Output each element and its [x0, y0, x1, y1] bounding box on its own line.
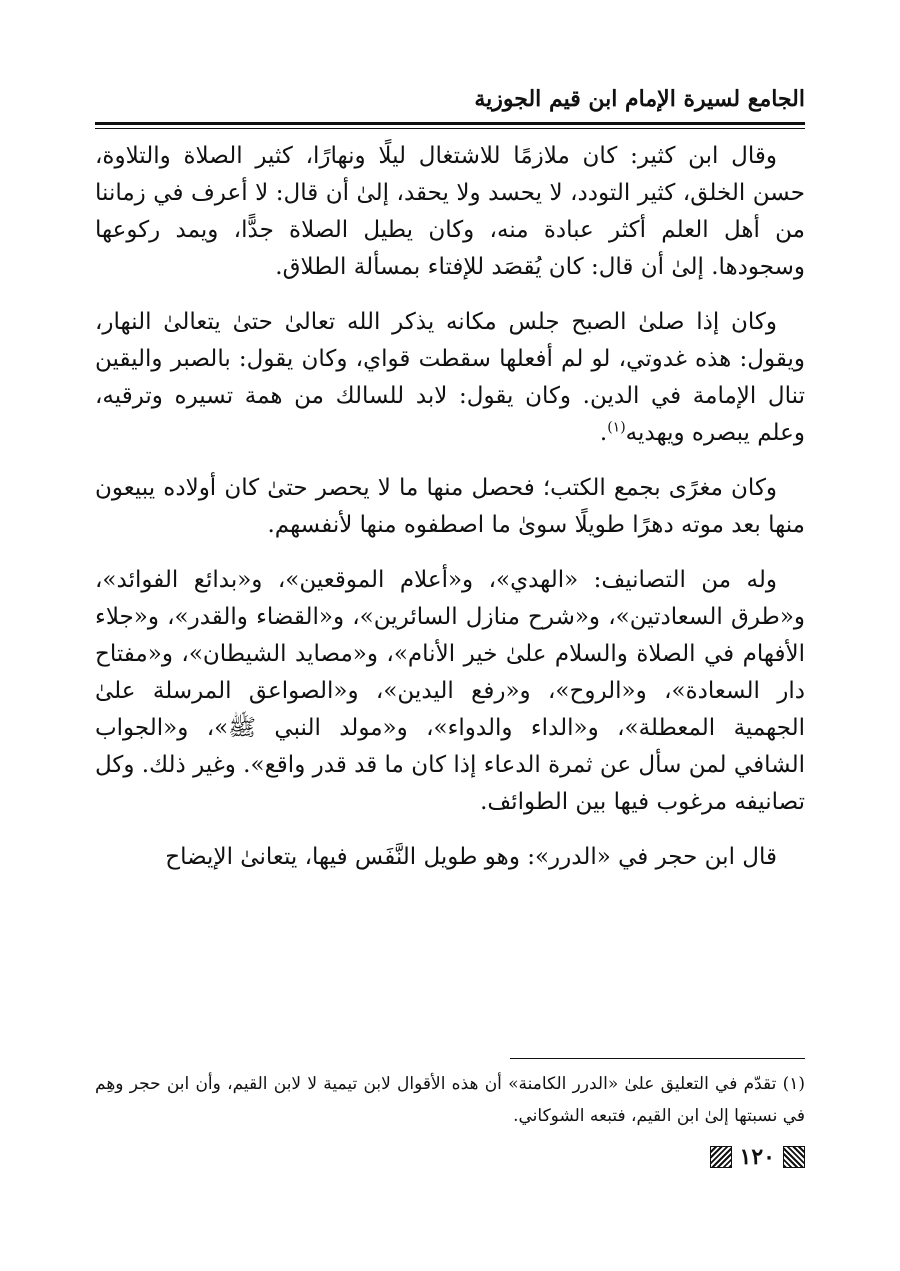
footnote-text: (١) تقدّم في التعليق علىٰ «الدرر الكامنة» أن هذه الأقوال لابن تيمية لا لابن القيم، وأن ابن حجر وهِم في نسبتها إلىٰ ابن القيم، فتبعه الشوكاني.	[95, 1074, 805, 1126]
page-number: ١٢٠	[739, 1144, 775, 1170]
paragraph-ibn-hajar: قال ابن حجر في «الدرر»: وهو طويل النَّفَس فيها، يتعانىٰ الإيضاح	[165, 844, 777, 870]
paragraph-end-dot: .	[599, 420, 608, 446]
header-rule-thick	[95, 122, 805, 125]
paragraph-ibn-kathir: وقال ابن كثير: كان ملازمًا للاشتغال ليلًا ونهارًا، كثير الصلاة والتلاوة، حسن الخلق، كثير التودد، لا يحسد ولا يحقد، إلىٰ أن قال: لا أعرف في زماننا من أهل العلم أكثر عبادة منه، وكان يطيل الصلاة جدًّا، ويمد ركوعها وسجودها. إلىٰ أن قال: كان يُقصَد للإفتاء بمسألة الطلاق.	[95, 143, 805, 280]
ornament-icon	[710, 1146, 732, 1168]
page-number-block	[710, 1144, 805, 1170]
main-text	[95, 138, 805, 876]
paragraph-morning-dhikr	[95, 304, 805, 452]
paragraph-works-list: وله من التصانيف: «الهدي»، و«أعلام الموقعين»، و«بدائع الفوائد»، و«طرق السعادتين»، و«شرح منازل السائرين»، و«القضاء والقدر»، و«جلاء الأفهام في الصلاة والسلام علىٰ خير الأنام»، و«مصايد الشيطان»، و«مفتاح دار السعادة»، و«الروح»، و«رفع اليدين»، و«الصواعق المرسلة علىٰ الجهمية المعطلة»، و«الداء والدواء»، و«مولد النبي ﷺ»، و«الجواب الشافي لمن سأل عن ثمرة الدعاء إذا كان ما قد قدر واقع». وغير ذلك. وكل تصانيفه مرغوب فيها بين الطوائف.	[95, 567, 805, 815]
header-rule-thin	[95, 128, 805, 129]
running-header-title: الجامع لسيرة الإمام ابن قيم الجوزية	[474, 86, 805, 112]
footnote-reference: (١)	[607, 419, 626, 436]
footnote-separator	[510, 1058, 805, 1059]
paragraph-books-collection: وكان مغرًى بجمع الكتب؛ فحصل منها ما لا يحصر حتىٰ كان أولاده يبيعون منها بعد موته دهرًا طويلًا سوىٰ ما اصطفوه منها لأنفسهم.	[95, 475, 805, 538]
paragraph-morning-dhikr-text: وكان إذا صلىٰ الصبح جلس مكانه يذكر الله تعالىٰ حتىٰ يتعالىٰ النهار، ويقول: هذه غدوتي، لو لم أفعلها سقطت قواي، وكان يقول: بالصبر واليقين تنال الإمامة في الدين. وكان يقول: لابد للسالك من همة تسيره وترقيه، وعلم يبصره ويهديه	[95, 309, 805, 446]
ornament-icon	[783, 1146, 805, 1168]
